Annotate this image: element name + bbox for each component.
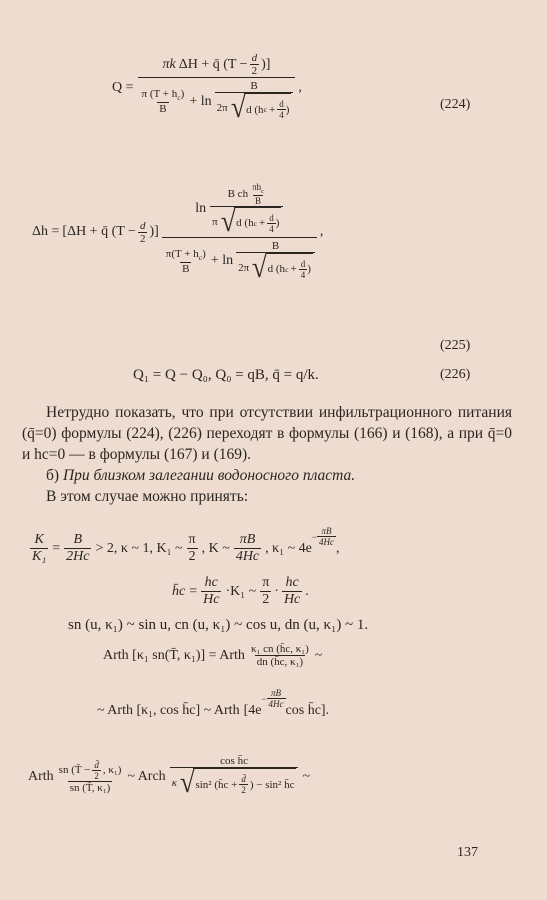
eq225-number: (225) bbox=[440, 338, 471, 353]
sqrt-sign: √ d (h c + $\frac{d}{4}$ ) bbox=[230, 91, 290, 124]
page-number: 137 bbox=[457, 845, 478, 860]
eq225-fraction: ln B ch $\frac{\pi h_c}{B}$ π √ d (h c + $\frac{d}{4}$ ) $\frac{\pi(T + h_c)}{B}$ + ln B 2π √ d (h c + $\frac{d}{4}$ ) bbox=[162, 182, 317, 283]
paragraph-2: В этом случае можно принять: bbox=[46, 488, 249, 505]
body-text-1 bbox=[22, 402, 512, 507]
eq224-fraction: πk ΔH + q̄ (T − $\frac{d}{2}$ )] $\frac{\pi (T + h_c)}{B}$ + ln B 2π √ d (h c + $\frac{d}{4}$ ) bbox=[138, 52, 296, 123]
eq224-lhs: Q = bbox=[112, 79, 134, 95]
sqrt-sign: √ d (h c + $\frac{d}{4}$ ) bbox=[220, 204, 280, 238]
paragraph-item-b: б) При близком залегании водоносного пласта. bbox=[46, 467, 356, 484]
eq226-number: (226) bbox=[440, 367, 471, 382]
sqrt-sign: √ sin² (h̄c + $\frac{d̄}{2}$ ) − sin² h̄c bbox=[179, 766, 295, 799]
paragraph-1: Нетрудно показать, что при отсутствии инфильтрационного питания (q̄=0) формулы (224), (226) переходят в формулы (166) и (168), а при q̄=0 и hc=0 — в формулы (167) и (169). bbox=[22, 404, 512, 463]
equation-arth-2: ~ Arth [κ₁, cos h̄c] ~ Arth [4e − $\frac{\pi B}{4Hc}$ cos h̄c]. bbox=[97, 688, 330, 718]
equation-arth-arch: Arth sn (T̄ − $\frac{d̄}{2}$ , κ₁) sn (T̄, κ₁) ~ Arch cos h̄c κ √ sin² (h̄c + $\frac{d̄}{2}$ ) − sin² h̄c ~ bbox=[28, 755, 311, 799]
equation-224: Q = πk ΔH + q̄ (T − $\frac{d}{2}$ )] $\frac{\pi (T + h_c)}{B}$ + ln B 2π √ d (h c + $\frac{d}{4}$ ) , bbox=[112, 52, 302, 124]
equation-k-ratio: $\frac{K}{\text{K₁}}$ = $\frac{B}{2Hc}$ > 2, κ ~ 1, K₁ ~ $\frac{\pi}{2}$ , K ~ $\frac{\pi B}{4Hc}$ , κ₁ ~ 4e − $\frac{\pi B}{4Hc}$ , bbox=[32, 526, 340, 564]
eq224-number: (224) bbox=[440, 97, 471, 112]
equation-226: Q₁ = Q − Q₀, Q₀ = qB, q̄ = q/k. bbox=[133, 367, 319, 383]
equation-hbar: h̄c = $\frac{hc}{Hc}$ ·K₁ ~ $\frac{\pi}{2}$ · $\frac{hc}{Hc}$ . bbox=[172, 575, 309, 607]
equation-225: Δh = [ΔH + q̄ (T − $\frac{d}{2}$ )] ln B ch $\frac{\pi h_c}{B}$ π √ d (h c + $\frac{d}{4}$ ) $\frac{\pi(T + h_c)}{B}$ + ln B 2π √ d (h c + $\frac{d}{4}$ ) , bbox=[32, 182, 324, 284]
sqrt-sign: √ d (h c + $\frac{d}{4}$ ) bbox=[251, 250, 311, 284]
equation-elliptic-approx: sn (u, κ₁) ~ sin u, cn (u, κ₁) ~ cos u, dn (u, κ₁) ~ 1. bbox=[68, 617, 369, 633]
equation-arth-1: Arth [κ₁ sn(T̄, κ₁)] = Arth $\frac{\text{κ₁ cn (h̄c, κ₁)}}{\text{dn (h̄c, κ₁)}}$ ~ bbox=[103, 643, 323, 668]
